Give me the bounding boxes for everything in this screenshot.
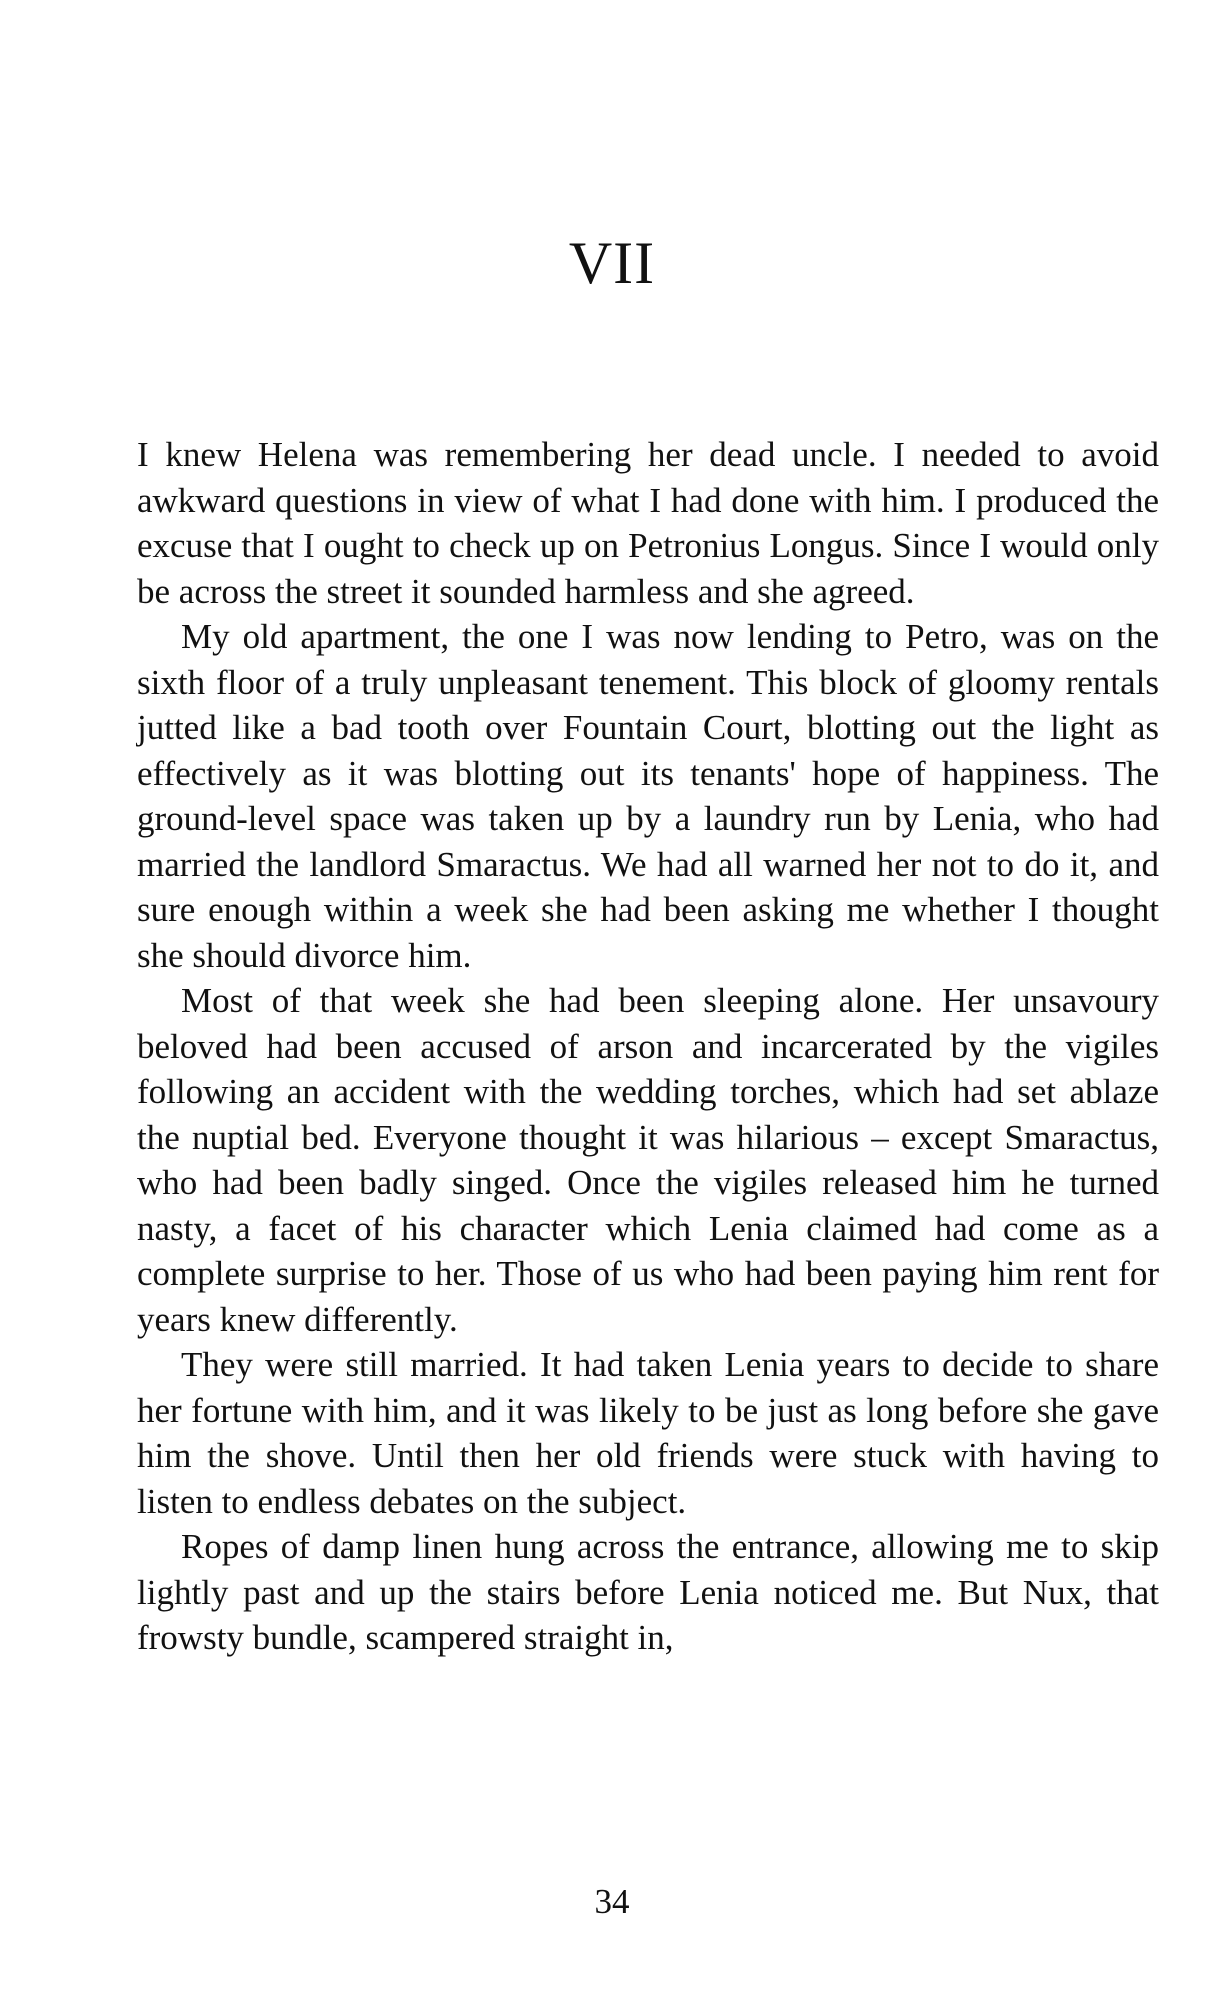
paragraph: Most of that week she had been sleeping alone. Her unsavoury beloved had been accused of arson and incarcerated by the vigiles following an accident with the wedding torches, which had set ablaze the nuptial bed. Everyone thought it was hilarious – except Smaractus, who had been badly singed. Once the vigiles released him he turned nasty, a facet of his character which Lenia claimed had come as a complete surprise to her. Those of us who had been paying him rent for years knew differently. [137,981,1159,1339]
page-number: 34 [594,1882,630,1921]
paragraph: My old apartment, the one I was now lending to Petro, was on the sixth floor of a truly unpleasant tenement. This block of gloomy rentals jutted like a bad tooth over Fountain Court, blotting out the light as effectively as it was blotting out its tenants' hope of happiness. The ground-level space was taken up by a laundry run by Lenia, who had married the landlord Smaractus. We had all warned her not to do it, and sure enough within a week she had been asking me whether I thought she should divorce him. [137,617,1159,975]
paragraph: Ropes of damp linen hung across the entrance, allowing me to skip lightly past and up the stairs before Lenia noticed me. But Nux, that frowsty bundle, scampered straight in, [137,1527,1159,1657]
chapter-title: VII [568,230,656,296]
paragraph: They were still married. It had taken Lenia years to decide to share her fortune with him, and it was likely to be just as long before she gave him the shove. Until then her old friends were stuck with having to listen to endless debates on the subject. [137,1345,1159,1521]
paragraph: I knew Helena was remembering her dead uncle. I needed to avoid awkward questions in view of what I had done with him. I produced the excuse that I ought to check up on Petronius Longus. Since I would only be across the street it sounded harmless and she agreed. [137,435,1159,611]
body-text [137,432,1159,1661]
